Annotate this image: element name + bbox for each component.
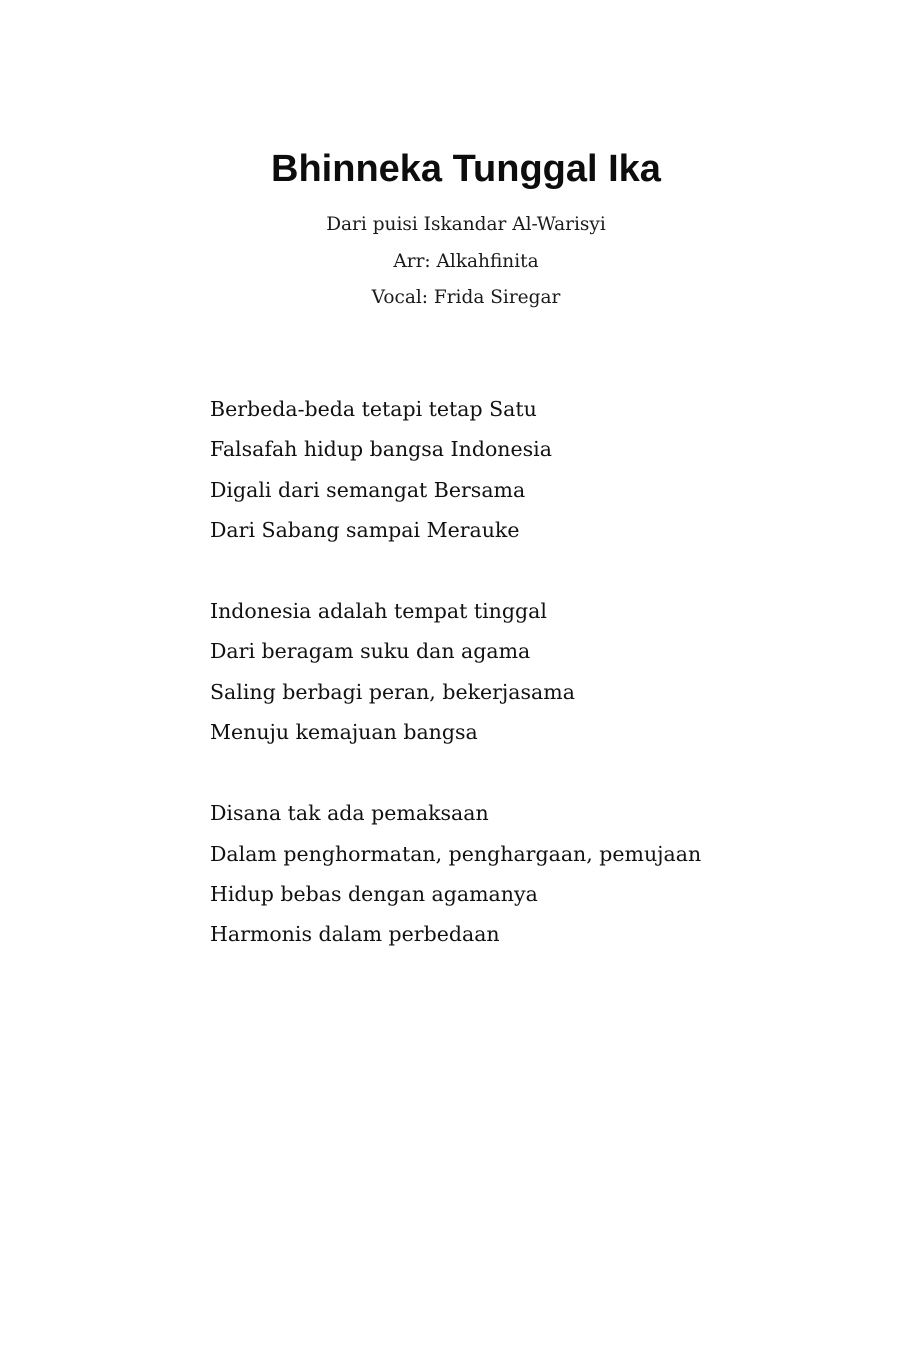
credit-source: Dari puisi Iskandar Al-Warisyi [326, 214, 606, 235]
lyric-line: Dari beragam suku dan agama [210, 639, 531, 664]
lyric-line: Hidup bebas dengan agamanya [210, 881, 538, 906]
stanza-3 [210, 797, 830, 959]
song-title: Bhinneka Tunggal Ika [271, 148, 661, 190]
lyric-line: Dari Sabang sampai Merauke [210, 518, 520, 543]
lyrics-body [210, 393, 830, 999]
lyric-line: Dalam penghormatan, penghargaan, pemujaan [210, 841, 702, 866]
stanza-1 [210, 393, 830, 555]
lyric-line: Digali dari semangat Bersama [210, 477, 526, 502]
credit-arranger: Arr: Alkahfinita [393, 250, 539, 272]
lyric-line: Menuju kemajuan bangsa [210, 720, 478, 745]
lyric-line: Falsafah hidup bangsa Indonesia [210, 437, 552, 462]
lyric-line: Disana tak ada pemaksaan [210, 801, 489, 826]
lyric-line: Saling berbagi peran, bekerjasama [210, 679, 575, 704]
lyric-line: Harmonis dalam perbedaan [210, 922, 500, 947]
credit-vocal: Vocal: Frida Siregar [371, 287, 561, 308]
lyric-line: Indonesia adalah tempat tinggal [210, 599, 547, 624]
lyric-line: Berbeda-beda tetapi tetap Satu [210, 397, 537, 421]
credits-block [0, 211, 914, 321]
stanza-2 [210, 595, 830, 757]
